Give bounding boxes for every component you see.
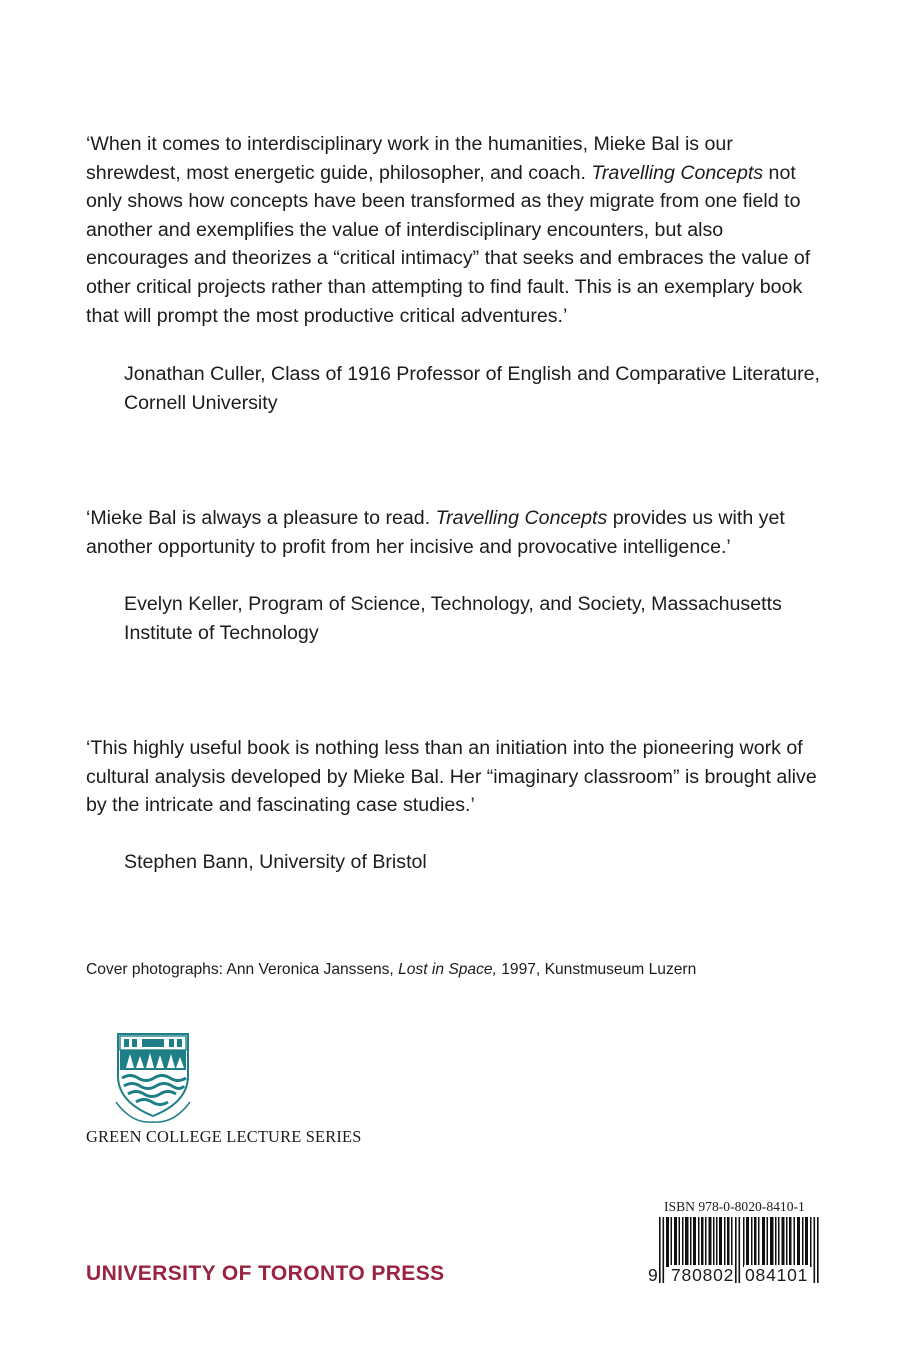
- attribution-culler: Jonathan Culler, Class of 1916 Professor of English and Comparative Literature, Cornell University: [124, 363, 820, 414]
- quote-keller: ‘Mieke Bal is always a pleasure to read. Travelling Concepts provides us with yet another opportunity to profit from her incisive and provocative intelligence.’: [86, 507, 785, 558]
- cover-credit: Cover photographs: Ann Veronica Janssens, Lost in Space, 1997, Kunstmuseum Luzern: [86, 961, 697, 978]
- book-title: Travelling Concepts: [435, 507, 608, 529]
- quote-culler: ‘When it comes to interdisciplinary work in the humanities, Mieke Bal is our shrewdest, most energetic guide, philosopher, and coach. Travelling Concepts not only shows how concepts have been transformed as they migrate from one field to another and exemplifies the value of interdisciplinary encounters, but also encourages and theorizes a “critical intimacy” that seeks and embraces the value of other critical projects rather than attempting to find fault. This is an exemplary book that will prompt the most productive critical adventures.’: [86, 133, 811, 327]
- attribution-bann: Stephen Bann, University of Bristol: [124, 851, 427, 873]
- quote-bann: ‘This highly useful book is nothing less than an initiation into the pioneering work of cultural analysis developed by Mieke Bal. Her “imaginary classroom” is brought alive by the intricate and fascinating case studies.’: [86, 737, 817, 817]
- series-name: GREEN COLLEGE LECTURE SERIES: [86, 1127, 362, 1146]
- isbn-label: ISBN 978-0-8020-8410-1: [664, 1199, 805, 1214]
- attribution-keller: Evelyn Keller, Program of Science, Technology, and Society, Massachusetts Institute of Technology: [124, 593, 782, 644]
- book-title: Travelling Concepts: [591, 161, 764, 184]
- publisher-name: UNIVERSITY OF TORONTO PRESS: [86, 1262, 445, 1285]
- artwork-title: Lost in Space,: [398, 961, 497, 978]
- green-college-crest-icon: [112, 1028, 194, 1124]
